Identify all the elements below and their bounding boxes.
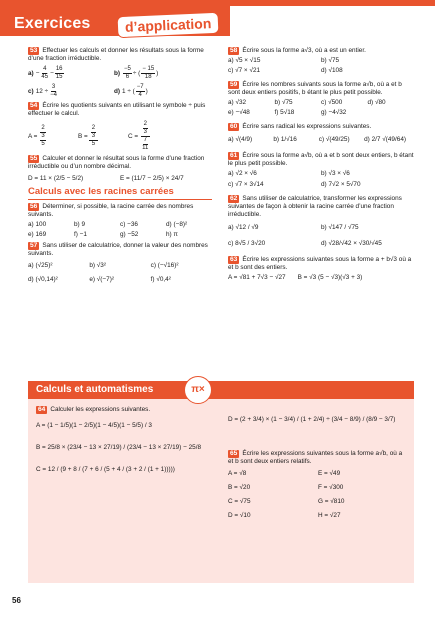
numerator: 2 (91, 125, 96, 131)
exercise-64 (36, 406, 216, 474)
exercise-61 (228, 152, 414, 189)
fraction (40, 66, 49, 81)
denominator: 18 (144, 74, 152, 80)
fraction (141, 137, 149, 152)
item: B = √3 (5 − √3)(√3 + 3) (297, 274, 363, 281)
left-column (28, 47, 212, 287)
exercise-60 (228, 123, 414, 144)
expression-label: B = (78, 132, 88, 140)
exercise-number: 60 (230, 123, 238, 130)
item: b) 9 (74, 220, 86, 228)
item: G = √810 (318, 498, 345, 505)
exercise-62 (228, 195, 414, 248)
item: E = √49 (318, 470, 341, 477)
item: c) √(49/25) (318, 136, 350, 143)
item: C = √75 (228, 498, 251, 505)
pi-multiply-icon: π× (184, 376, 212, 404)
item-label: a) (28, 70, 34, 78)
item: f) √0,4² (150, 275, 171, 283)
exercise-text: Calculer et donner le résultat sous la forme d’une fraction irréductible ou d’un nombre décimal. (28, 155, 205, 170)
exercise-number: 65 (230, 450, 238, 457)
item: A = √81 + 7√3 − √27 (228, 274, 286, 281)
exercise-number: 58 (230, 47, 238, 54)
item-label: c) (28, 88, 34, 96)
item: b) √75 (274, 99, 293, 106)
denominator: 3 (91, 133, 96, 139)
fraction (91, 125, 96, 140)
exercise-number: 62 (230, 195, 238, 202)
item: a) √2 × √6 (228, 170, 257, 177)
denominator: 45 (41, 74, 49, 80)
item: h) π (166, 230, 178, 238)
item: c) −36 (120, 220, 138, 228)
expression-e: E = (11/7 − 2/5) × 24/7 (120, 175, 184, 182)
item: c) √7 × √21 (228, 67, 261, 74)
numerator: 16 (55, 66, 63, 72)
numerator: 2 (41, 125, 45, 131)
exercise-text: Écrire les expressions suivantes sous la forme a + b√3 où a et b sont des entiers. (228, 256, 412, 271)
item: e) √(−7)² (89, 275, 114, 283)
expression-c: C = 12 / (9 + 8 / (7 + 6 / (5 + 4 / (3 + 2 / (1 + 1))))) (36, 466, 175, 473)
denominator: 6 (125, 74, 130, 80)
expression-prefix: 12 ÷ (35, 88, 49, 96)
item: c) (−√16)² (150, 261, 179, 269)
exercise-text: Écrire sous la forme a√3, où a est un entier. (242, 47, 366, 54)
item: d) 7√2 × 5√70 (321, 181, 361, 188)
page-title: Exercices (14, 15, 91, 32)
fraction (55, 66, 64, 81)
exercise-number: 59 (230, 81, 238, 88)
exercise-number: 54 (30, 102, 38, 109)
denominator: −4 (50, 92, 57, 98)
item: d) √80 (367, 99, 386, 106)
exercise-text: Écrire les quotients suivants en utilisant le symbole ÷ puis effectuer le calcul. (28, 102, 206, 117)
fraction (136, 84, 145, 99)
numerator: 4 (43, 66, 47, 72)
exercise-number: 61 (230, 152, 238, 159)
item: g) −52 (120, 230, 139, 238)
fraction (139, 121, 151, 152)
item: e) −√48 (228, 109, 250, 116)
expression-label: A = (28, 132, 38, 140)
numerator: −5 (124, 66, 131, 72)
exercise-text: Calculer les expressions suivantes. (50, 406, 151, 413)
denominator: 5 (91, 141, 96, 147)
item: d) (−8)² (166, 220, 188, 228)
fraction (89, 125, 98, 148)
sign: − (35, 70, 40, 78)
denominator (38, 133, 47, 148)
item-label: b) (114, 70, 121, 78)
exercise-text: Effectuer les calculs et donner les résultats sous la forme d’une fraction irréductible. (28, 47, 204, 62)
item: g) −4√32 (321, 109, 347, 116)
exercise-58 (228, 47, 414, 75)
exercise-number: 53 (30, 47, 38, 54)
item: a) √32 (228, 99, 247, 106)
exercise-57 (28, 242, 212, 284)
denominator: 4 (138, 92, 142, 98)
exercise-54 (28, 102, 212, 152)
exercise-text: Écrire les expressions suivantes sous la forme a√b, où a et b sont deux entiers relatifs. (228, 450, 403, 465)
expression-prefix: 1 ÷ (122, 88, 131, 96)
exercise-number: 55 (30, 155, 38, 162)
numerator: −7 (136, 84, 144, 90)
expression-d: D = 11 × (2/5 − 5/2) (28, 175, 84, 182)
item: d) √108 (321, 67, 343, 74)
automatismes-right (228, 406, 408, 523)
fraction (143, 121, 148, 136)
exercise-56 (28, 203, 212, 239)
operator: ÷ (132, 70, 137, 78)
denominator (139, 137, 151, 152)
item: c) √7 × 3√14 (228, 181, 264, 188)
item: d) (√0,14)² (28, 275, 58, 283)
item: A = √8 (228, 470, 247, 477)
item: e) 169 (28, 230, 47, 238)
expression-label: C = (128, 132, 139, 140)
numerator (141, 121, 150, 137)
page-title-tag: d’application (117, 12, 220, 38)
automatismes-left (36, 406, 216, 477)
exercise-59 (228, 81, 414, 117)
expression-a: A = (1 − 1/5)(1 − 2/5)(1 − 4/5)(1 − 5/5) / 3 (36, 422, 152, 429)
item: b) 1/√16 (273, 136, 297, 143)
item: F = √300 (318, 484, 344, 491)
numerator: 3 (51, 84, 56, 90)
item: a) √(4/9) (228, 136, 253, 143)
expression-d: D = (2 + 3/4) × (1 − 3/4) / (1 + 2/4) ÷ (3/4 − 8/9) / (8/9 − 3/7) (228, 416, 396, 423)
fraction (141, 66, 155, 81)
numerator: 7 (143, 137, 147, 143)
exercise-63 (228, 256, 414, 282)
item: a) (√25)² (28, 261, 53, 269)
exercise-number: 56 (30, 202, 38, 210)
item: D = √10 (228, 512, 251, 519)
exercise-text: Sans utiliser de calculatrice, donner la valeur des nombres suivants. (28, 241, 208, 257)
exercise-text: Écrire sous la forme a√b, où a et b sont deux entiers, b étant le plus petit possible. (228, 152, 414, 167)
numerator: 3 (41, 133, 45, 139)
item: a) √5 × √15 (228, 57, 261, 64)
fraction (123, 66, 132, 81)
page-number: 56 (12, 596, 21, 605)
exercise-number: 64 (38, 406, 46, 413)
denominator: 5 (41, 141, 45, 147)
fraction (49, 84, 58, 99)
section-title-square-roots: Calculs avec les racines carrées (28, 186, 212, 200)
exercise-text: Écrire sans radical les expressions suivantes. (242, 123, 372, 130)
item: b) √75 (321, 57, 340, 64)
denominator: 11 (142, 145, 149, 151)
item: a) √12 / √9 (228, 224, 259, 231)
item-label: d) (114, 88, 121, 96)
item: b) √3 × √6 (321, 170, 350, 177)
item: f) 5√18 (274, 109, 295, 116)
exercise-55 (28, 155, 212, 183)
item: c) 8√5 / 3√20 (228, 240, 266, 247)
expression-b: B = 25/8 × (23/4 − 13 × 27/19) / (23/4 − 13 × 27/19) − 25/8 (36, 444, 202, 451)
item: f) −1 (74, 230, 87, 238)
exercise-text: Sans utiliser de calculatrice, transformer les expressions suivantes de façon à obtenir la racine carrée d’une fraction irréductible. (228, 195, 402, 218)
item: H = √27 (318, 512, 341, 519)
item: B = √20 (228, 484, 251, 491)
item: b) √3² (89, 261, 106, 269)
numerator (89, 125, 98, 141)
item: a) 100 (28, 220, 47, 228)
denominator: 15 (55, 74, 63, 80)
fraction (38, 125, 47, 148)
item: b) √147 / √75 (321, 224, 359, 231)
exercise-number: 57 (30, 241, 38, 249)
denominator: 3 (143, 129, 147, 135)
item: d) 2/7 √(49/64) (364, 136, 406, 143)
item: c) √500 (321, 99, 343, 106)
numerator: − 15 (142, 66, 155, 72)
exercise-65 (228, 450, 408, 520)
exercise-text: Écrire les nombres suivants sous la forme a√b, où a et b sont deux entiers positifs, b étant le plus petit possible. (228, 81, 402, 96)
exercise-53: 53 Effectuer les calculs et donner les résultats sous la forme d’une fraction irréductible. a) − $\frac{4}{45}$ − $\frac{16}{15}$ b) $\frac{-5}{6}$ ÷ ( $\frac{- 15}{18}$ ) c) 12 ÷ $\frac{3}{-4}$ d) 1 ÷ ( $\frac{-7}{4}$ ) (28, 47, 204, 98)
numerator: 2 (143, 121, 147, 127)
exercise-text: Déterminer, si possible, la racine carrée des nombres suivants. (28, 202, 194, 218)
item: d) √28/√42 × √30/√45 (321, 240, 382, 247)
section-title-automatismes: Calculs et automatismes (36, 384, 154, 395)
exercise-number: 63 (230, 256, 238, 263)
operator: − (50, 70, 54, 78)
fraction (40, 133, 45, 148)
right-column (228, 47, 414, 285)
